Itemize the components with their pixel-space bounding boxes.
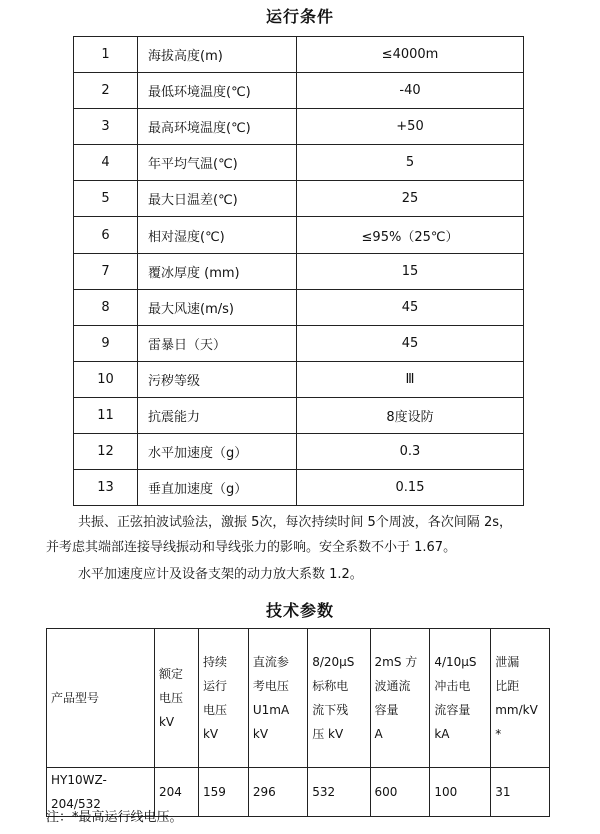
row-value: 8度设防 [297, 397, 524, 433]
row-parameter: 海拔高度(m) [138, 37, 297, 73]
column-header-line: 冲击电 [434, 679, 471, 693]
row-index: 4 [74, 145, 138, 181]
conditions-title: 运行条件 [265, 7, 334, 26]
table-cell: 204 [154, 768, 198, 817]
table-cell: 159 [198, 768, 248, 817]
column-header-line: 泄漏 [495, 655, 520, 669]
row-value: ≤4000m [297, 37, 524, 73]
column-header-line: 波通流 [374, 679, 411, 693]
table-cell: 100 [430, 768, 491, 817]
column-header-line: kA [434, 727, 450, 741]
row-value: 5 [297, 145, 524, 181]
column-header-line: 2mS 方 [374, 655, 418, 669]
row-value: -40 [297, 73, 524, 109]
table-row [74, 470, 524, 506]
footnote: 注：*最高运行线电压。 [46, 810, 183, 825]
column-header-line: 容量 [374, 703, 399, 717]
column-header-line: kV [202, 727, 219, 741]
row-index: 8 [74, 289, 138, 325]
row-parameter: 相对湿度(℃) [138, 217, 297, 253]
column-header-line: 运行 [202, 679, 227, 693]
column-header-line: * [495, 727, 502, 741]
table-cell: 31 [491, 768, 550, 817]
column-header [154, 629, 198, 768]
table-row [74, 181, 524, 217]
column-header-line: 电压 [158, 691, 183, 705]
row-index: 1 [74, 37, 138, 73]
table-row [74, 145, 524, 181]
test-method-paragraph: 共振、正弦拍波试验法，激振 5次，每次持续时间 5个周波，各次间隔 2s， [78, 515, 512, 530]
test-method-paragraph-cont: 并考虑其端部连接导线振动和导线张力的影响。安全系数不小于 1.67。 [46, 540, 457, 555]
row-value: 45 [297, 325, 524, 361]
column-header [491, 629, 550, 768]
row-value: +50 [297, 109, 524, 145]
column-header-line: 压 kV [312, 727, 344, 741]
row-index: 12 [74, 434, 138, 470]
row-index: 11 [74, 397, 138, 433]
row-value: ≤95%（25℃） [297, 217, 524, 253]
column-header-line: 持续 [202, 655, 227, 669]
table-cell: 296 [248, 768, 307, 817]
row-parameter: 覆冰厚度 (mm) [138, 253, 297, 289]
row-parameter: 抗震能力 [138, 397, 297, 433]
row-parameter: 污秽等级 [138, 361, 297, 397]
column-header-line: U1mA [252, 703, 290, 717]
table-row [74, 37, 524, 73]
row-parameter: 最大日温差(℃) [138, 181, 297, 217]
column-header-line: 直流参 [252, 655, 289, 669]
row-index: 10 [74, 361, 138, 397]
row-value: 15 [297, 253, 524, 289]
row-parameter: 垂直加速度（g） [138, 470, 297, 506]
row-parameter: 雷暴日（天） [138, 325, 297, 361]
table-row [74, 73, 524, 109]
row-index: 13 [74, 470, 138, 506]
column-header [430, 629, 491, 768]
row-index: 7 [74, 253, 138, 289]
row-parameter: 年平均气温(℃) [138, 145, 297, 181]
column-header-line: 标称电 [312, 679, 349, 693]
row-value: 0.15 [297, 470, 524, 506]
row-value: 0.3 [297, 434, 524, 470]
column-header-line: mm/kV [495, 703, 538, 717]
parameters-table [46, 628, 550, 817]
column-header [370, 629, 430, 768]
column-header-line: 8/20μS [312, 655, 355, 669]
table-row [74, 397, 524, 433]
amplification-paragraph: 水平加速度应计及设备支架的动力放大系数 1.2。 [78, 567, 363, 582]
column-header-line: 电压 [202, 703, 227, 717]
column-header-line: 比距 [495, 679, 520, 693]
table-row [74, 325, 524, 361]
column-header [308, 629, 370, 768]
table-row [74, 434, 524, 470]
parameters-title: 技术参数 [265, 601, 334, 620]
row-parameter: 最低环境温度(℃) [138, 73, 297, 109]
row-parameter: 水平加速度（g） [138, 434, 297, 470]
column-header-line: 考电压 [252, 679, 289, 693]
column-header-line: 产品型号 [51, 691, 100, 705]
table-row [74, 109, 524, 145]
parameters-header-row [47, 629, 550, 768]
row-index: 6 [74, 217, 138, 253]
column-header-line: A [374, 727, 383, 741]
column-header-line: kV [158, 715, 175, 729]
table-cell: 532 [308, 768, 370, 817]
table-row [74, 253, 524, 289]
column-header-line: 流下残 [312, 703, 349, 717]
row-value: 45 [297, 289, 524, 325]
row-index: 5 [74, 181, 138, 217]
row-index: 2 [74, 73, 138, 109]
table-row [74, 289, 524, 325]
table-cell: HY10WZ-204/532 [47, 768, 155, 817]
column-header-line: 4/10μS [434, 655, 477, 669]
row-index: 9 [74, 325, 138, 361]
column-header [248, 629, 307, 768]
table-row [74, 217, 524, 253]
row-index: 3 [74, 109, 138, 145]
column-header [198, 629, 248, 768]
column-header-line: 流容量 [434, 703, 471, 717]
row-parameter: 最高环境温度(℃) [138, 109, 297, 145]
table-row [74, 361, 524, 397]
column-header [47, 629, 155, 768]
row-value: 25 [297, 181, 524, 217]
column-header-line: 额定 [158, 667, 183, 681]
column-header-line: kV [252, 727, 269, 741]
table-cell: 600 [370, 768, 430, 817]
conditions-table [73, 36, 524, 506]
row-parameter: 最大风速(m/s) [138, 289, 297, 325]
row-value: Ⅲ [297, 361, 524, 397]
